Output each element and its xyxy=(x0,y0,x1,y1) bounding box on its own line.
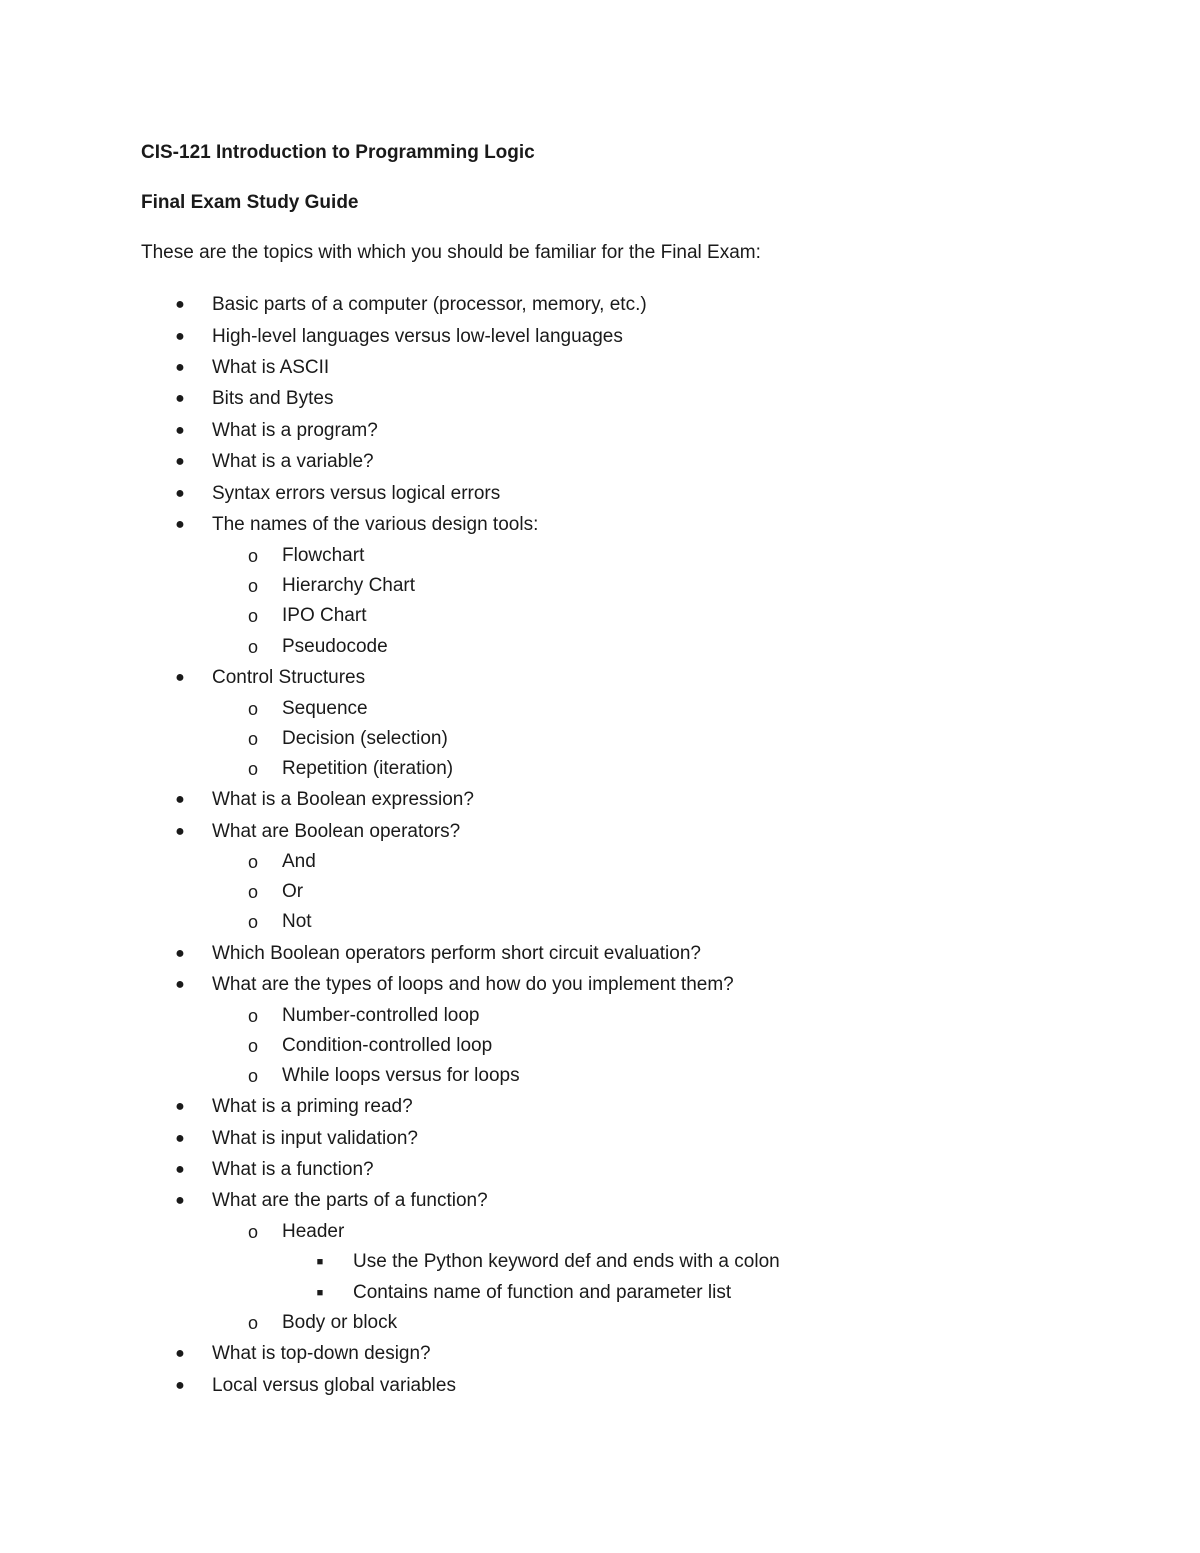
bullet-dot-icon: ● xyxy=(175,945,185,962)
topic-text: What is top-down design? xyxy=(212,1343,431,1364)
bullet-dot-icon: ● xyxy=(175,1192,185,1209)
bullet-dot-icon: ● xyxy=(175,1345,185,1362)
topic-text: Pseudocode xyxy=(282,636,388,657)
topic-text: Bits and Bytes xyxy=(212,388,334,409)
bullet-circle-icon: o xyxy=(247,1222,258,1242)
bullet-circle-icon: o xyxy=(247,1066,258,1086)
topic-text: What is input validation? xyxy=(212,1128,418,1149)
topic-text: Syntax errors versus logical errors xyxy=(212,483,501,504)
topic-text: High-level languages versus low-level languages xyxy=(212,326,623,347)
topic-text: What is a variable? xyxy=(212,451,374,472)
topic-text: While loops versus for loops xyxy=(282,1065,520,1086)
bullet-circle-icon: o xyxy=(247,852,258,872)
bullet-circle-icon: o xyxy=(247,759,258,779)
bullet-circle-icon: o xyxy=(247,1006,258,1026)
topic-text: And xyxy=(282,851,316,872)
bullet-dot-icon: ● xyxy=(175,390,185,407)
bullet-dot-icon: ● xyxy=(175,359,185,376)
bullet-dot-icon: ● xyxy=(175,328,185,345)
document-title: CIS-121 Introduction to Programming Logic xyxy=(141,142,535,163)
topic-text: Control Structures xyxy=(212,667,366,688)
document-subtitle: Final Exam Study Guide xyxy=(141,192,359,213)
bullet-square-icon: ■ xyxy=(316,1287,324,1299)
topic-text: Not xyxy=(282,911,312,932)
topic-text: Header xyxy=(282,1221,345,1242)
bullet-circle-icon: o xyxy=(247,1036,258,1056)
topic-text: What is a priming read? xyxy=(212,1096,413,1117)
topic-text: What is a Boolean expression? xyxy=(212,789,474,810)
topic-text: Basic parts of a computer (processor, memory, etc.) xyxy=(212,294,647,315)
bullet-square-icon: ■ xyxy=(316,1256,324,1268)
bullet-dot-icon: ● xyxy=(175,296,185,313)
topic-text: What is a program? xyxy=(212,420,378,441)
bullet-dot-icon: ● xyxy=(175,1377,185,1394)
bullet-circle-icon: o xyxy=(247,882,258,902)
topic-text: What is ASCII xyxy=(212,357,330,378)
topic-text: Condition-controlled loop xyxy=(282,1035,493,1056)
bullet-dot-icon: ● xyxy=(175,976,185,993)
bullet-dot-icon: ● xyxy=(175,823,185,840)
bullet-circle-icon: o xyxy=(247,699,258,719)
topic-text: Sequence xyxy=(282,698,368,719)
topic-text: What are the types of loops and how do you implement them? xyxy=(212,974,734,995)
bullet-dot-icon: ● xyxy=(175,453,185,470)
bullet-circle-icon: o xyxy=(247,546,258,566)
topic-text: Use the Python keyword def and ends with a colon xyxy=(353,1251,780,1272)
bullet-circle-icon: o xyxy=(247,912,258,932)
topic-text: Repetition (iteration) xyxy=(282,758,454,779)
bullet-circle-icon: o xyxy=(247,1313,258,1333)
topic-text: Which Boolean operators perform short circuit evaluation? xyxy=(212,943,701,964)
bullet-circle-icon: o xyxy=(247,637,258,657)
bullet-circle-icon: o xyxy=(247,606,258,626)
topic-text: Body or block xyxy=(282,1312,398,1333)
topic-text: Contains name of function and parameter list xyxy=(353,1282,732,1303)
topic-text: Or xyxy=(282,881,304,902)
topic-text: IPO Chart xyxy=(282,605,367,626)
bullet-dot-icon: ● xyxy=(175,1161,185,1178)
bullet-circle-icon: o xyxy=(247,729,258,749)
bullet-dot-icon: ● xyxy=(175,791,185,808)
topic-text: Number-controlled loop xyxy=(282,1005,480,1026)
bullet-dot-icon: ● xyxy=(175,516,185,533)
bullet-dot-icon: ● xyxy=(175,1130,185,1147)
topic-text: Hierarchy Chart xyxy=(282,575,416,596)
bullet-circle-icon: o xyxy=(247,576,258,596)
bullet-dot-icon: ● xyxy=(175,485,185,502)
topic-text: Local versus global variables xyxy=(212,1375,456,1396)
intro-paragraph: These are the topics with which you should be familiar for the Final Exam: xyxy=(141,242,761,263)
topic-text: Flowchart xyxy=(282,545,365,566)
topic-text: What are the parts of a function? xyxy=(212,1190,488,1211)
topic-text: What is a function? xyxy=(212,1159,374,1180)
topic-text: The names of the various design tools: xyxy=(212,514,539,535)
topic-text: Decision (selection) xyxy=(282,728,448,749)
bullet-dot-icon: ● xyxy=(175,1098,185,1115)
topic-text: What are Boolean operators? xyxy=(212,821,461,842)
bullet-dot-icon: ● xyxy=(175,422,185,439)
bullet-dot-icon: ● xyxy=(175,669,185,686)
